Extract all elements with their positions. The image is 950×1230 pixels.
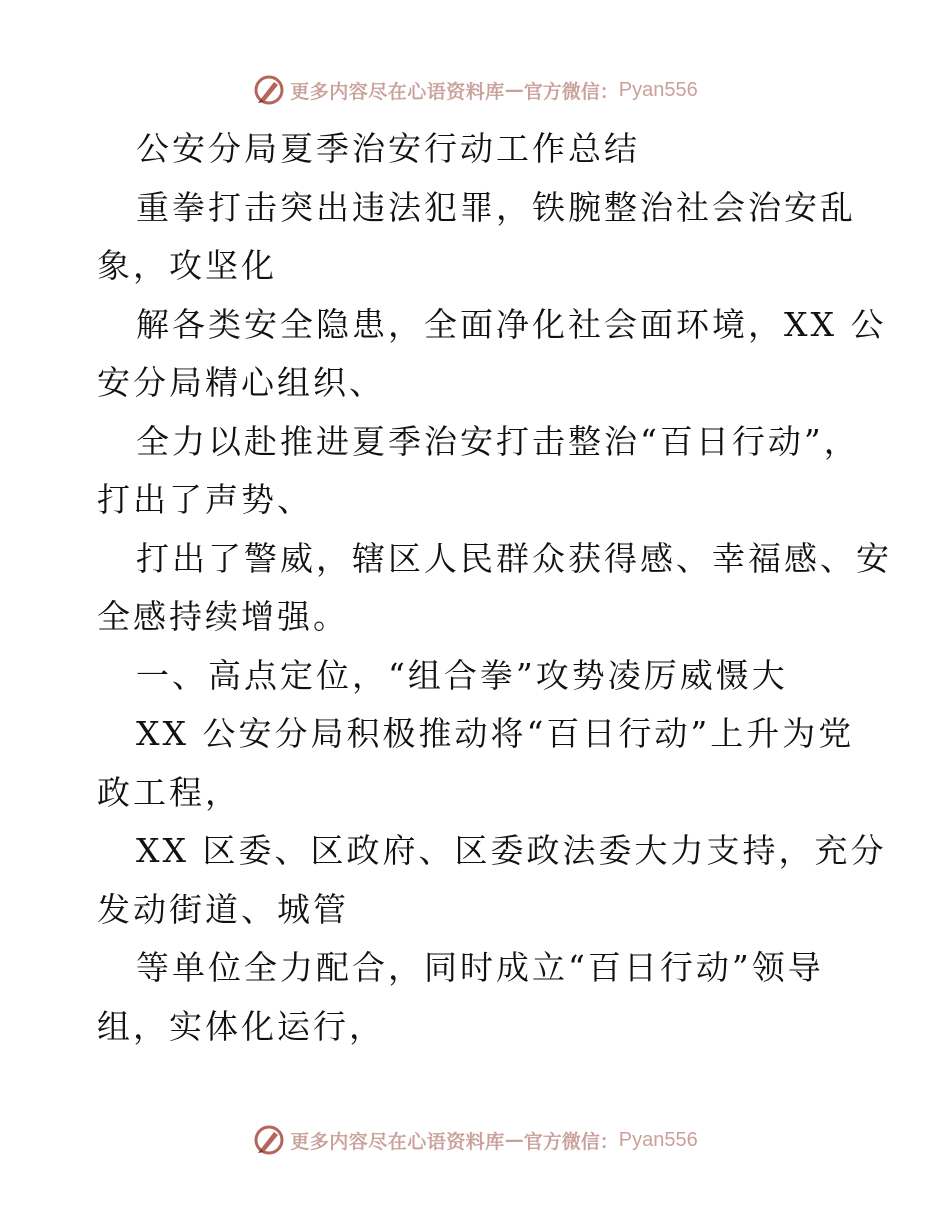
- paragraph-3: 全力以赴推进夏季治安打击整治“百日行动”， 打出了声势、: [97, 421, 860, 519]
- footer-watermark-text: 更多内容尽在心语资料库: [290, 1130, 505, 1153]
- header-wechat-id: Pyan556: [618, 78, 698, 101]
- footer-watermark: [0, 1120, 950, 1160]
- pen-logo-icon: [252, 1123, 286, 1157]
- section-heading-1: 一、高点定位，“组合拳”攻势凌厉威慑大: [136, 655, 788, 695]
- header-separator: —: [504, 79, 524, 101]
- document-title: 公安分局夏季治安行动工作总结: [136, 129, 640, 168]
- footer-wechat-label: 官方微信：: [523, 1130, 619, 1153]
- paragraph-7: 等单位全力配合，同时成立“百日行动”领导 组，实体化运行，: [97, 948, 824, 1046]
- footer-wechat-id: Pyan556: [618, 1128, 698, 1151]
- header-watermark: [0, 70, 950, 110]
- paragraph-6: XX 区委、区政府、区委政法委大力支持，充分 发动街道、城管: [97, 831, 887, 929]
- document-body: [97, 120, 892, 1056]
- header-wechat-label: 官方微信：: [523, 80, 619, 103]
- footer-separator: —: [504, 1129, 524, 1151]
- paragraph-1: 重拳打击突出违法犯罪，铁腕整治社会治安乱 象，攻坚化: [97, 187, 856, 285]
- header-watermark-text: 更多内容尽在心语资料库: [290, 80, 505, 103]
- paragraph-4: 打出了警威，辖区人民群众获得感、幸福感、安 全感持续增强。: [97, 538, 892, 636]
- pen-logo-icon: [252, 73, 286, 107]
- paragraph-5: XX 公安分局积极推动将“百日行动”上升为党 政工程，: [97, 714, 855, 812]
- paragraph-2: 解各类安全隐患，全面净化社会面环境，XX 公 安分局精心组织、: [97, 304, 887, 402]
